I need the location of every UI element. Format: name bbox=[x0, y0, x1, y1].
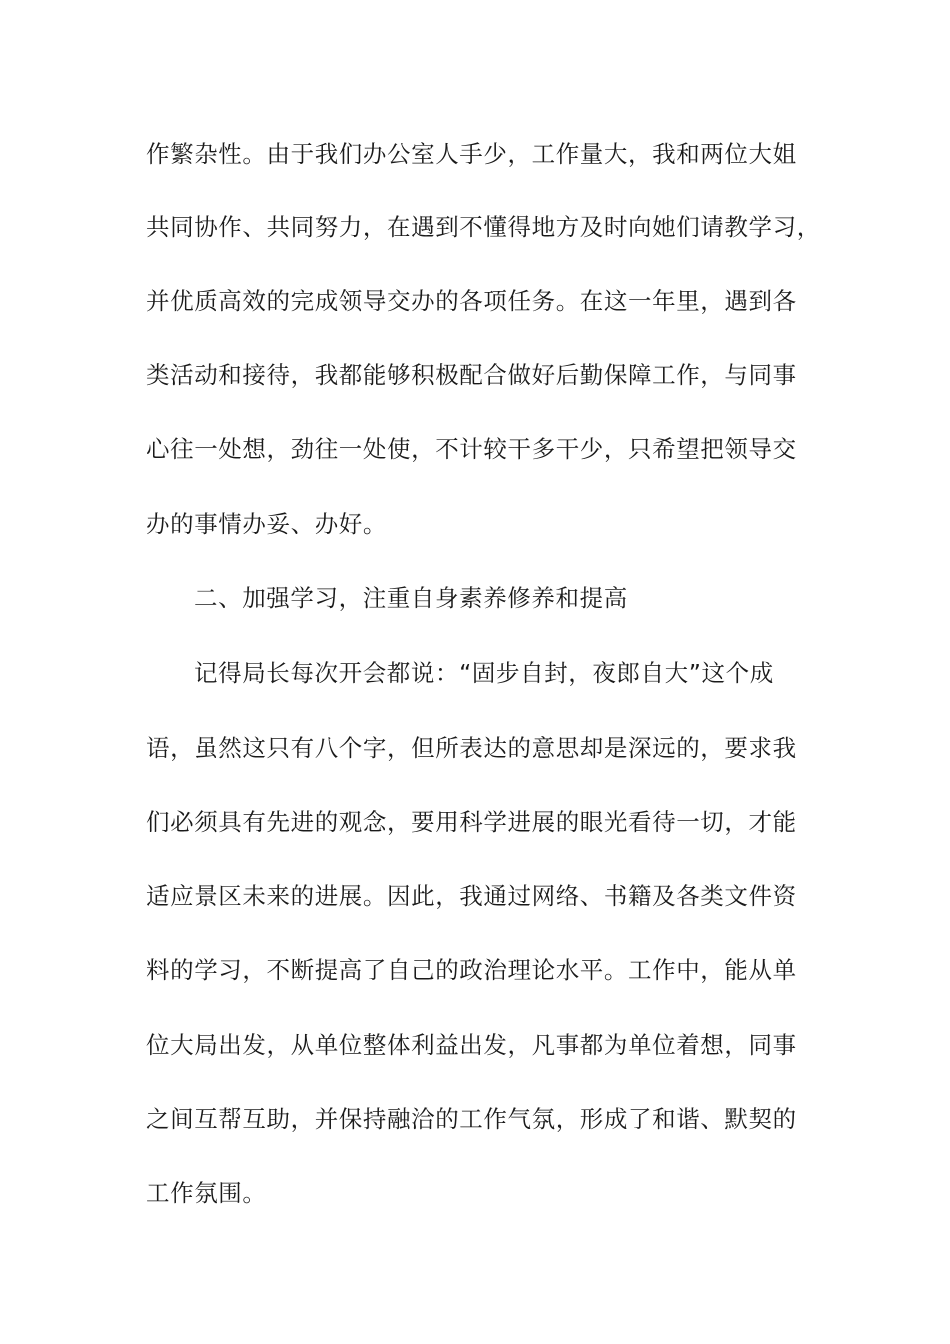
text-line: 类活动和接待，我都能够积极配合做好后勤保障工作，与同事 bbox=[146, 361, 797, 389]
text-line: 并优质高效的完成领导交办的各项任务。在这一年里，遇到各 bbox=[146, 287, 797, 315]
text-line: 位大局出发，从单位整体利益出发，凡事都为单位着想，同事 bbox=[146, 1031, 797, 1059]
text-line: 记得局长每次开会都说：“固步自封，夜郎自大”这个成 bbox=[194, 659, 774, 687]
text-line: 作繁杂性。由于我们办公室人手少，工作量大，我和两位大姐 bbox=[146, 140, 797, 168]
text-line: 语，虽然这只有八个字，但所表达的意思却是深远的，要求我 bbox=[146, 734, 797, 762]
text-line: 料的学习，不断提高了自己的政治理论水平。工作中，能从单 bbox=[146, 956, 797, 984]
section-heading: 二、加强学习，注重自身素养修养和提高 bbox=[194, 584, 628, 612]
text-line: 心往一处想，劲往一处使，不计较干多干少，只希望把领导交 bbox=[146, 435, 797, 463]
text-line: 共同协作、共同努力，在遇到不懂得地方及时向她们请教学习， bbox=[146, 213, 821, 241]
text-line: 们必须具有先进的观念，要用科学进展的眼光看待一切，才能 bbox=[146, 808, 797, 836]
text-line: 工作氛围。 bbox=[146, 1179, 267, 1207]
text-line: 之间互帮互助，并保持融洽的工作气氛，形成了和谐、默契的 bbox=[146, 1105, 797, 1133]
text-line: 办的事情办妥、办好。 bbox=[146, 510, 387, 538]
text-line: 适应景区未来的进展。因此，我通过网络、书籍及各类文件资 bbox=[146, 882, 797, 910]
